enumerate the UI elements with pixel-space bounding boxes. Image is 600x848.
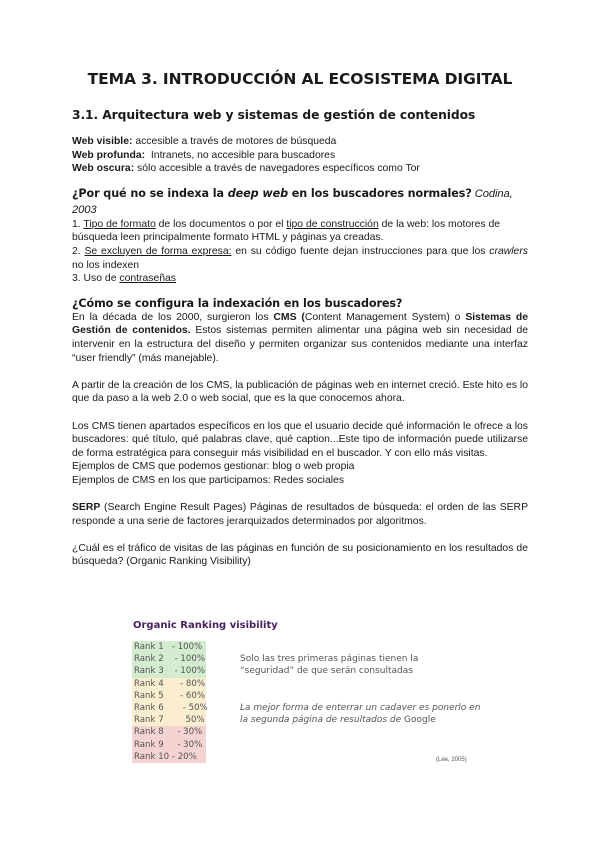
list-item: 3. Uso de contraseñas [72,273,176,285]
paragraph-serp: SERP (Search Engine Result Pages) Páginas de resultados de búsqueda: el orden de las SERP responde a una serie de factores jerarquizados determinados por algoritmos. [72,502,528,527]
paragraph-cms-examples-2: Ejemplos de CMS en los que participamos: Redes sociales [72,474,345,486]
rank-row: Rank 4 - 80% [134,678,205,689]
q1-list [72,218,528,286]
web-oscura-line: Web oscura: sólo accesible a través de navegadores específicos como Tor [72,163,420,175]
figure-note-top-pages: Solo las tres primeras páginas tienen la “seguridad” de que serán consultadas [240,654,419,677]
paragraph-cms-fields: Los CMS tienen apartados específicos en los que el usuario decide qué información le ofrece a los buscadores: qué título, qué palabras clave, qué caption...Este tipo de información puede utilizarse de forma estratégica para conseguir más visibilidad en el buscador. Y con ello más visitas. [72,420,528,459]
list-item: 2. Se excluyen de forma expresa: en su código fuente dejan instrucciones para que los crawlers no los indexen [72,245,528,271]
figure-title: Organic Ranking visibility [133,620,278,631]
paragraph-cms: En la década de los 2000, surgieron los CMS (Content Management System) o Sistemas de Gestión de contenidos. Estos sistemas permiten alimentar una página web sin necesidad de intervenir en la estructura del diseño y permiten organizar sus contenidos mediante una interfaz “user friendly” (más manejable). [72,311,528,364]
rank-row: Rank 10 - 20% [132,751,206,763]
rank-row: Rank 9 - 30% [132,739,206,751]
rank-row: Rank 3 - 100% [134,666,205,677]
document-page [72,70,528,569]
paragraph-web20: A partir de la creación de los CMS, la publicación de páginas web en internet creció. Este hito es lo que da paso a la web 2.0 o web social, que es la que conocemos ahora. [72,379,528,405]
figure-source: (Lee, 2005) [436,757,467,763]
organic-ranking-figure [130,617,480,772]
page-title: TEMA 3. INTRODUCCIÓN AL ECOSISTEMA DIGITAL [87,70,513,88]
section-heading: 3.1. Arquitectura web y sistemas de gestión de contenidos [72,108,476,122]
rank-row: Rank 8 - 30% [132,726,206,738]
rank-row: Rank 2 - 100% [134,654,205,665]
web-visible-line: Web visible: accesible a través de motores de búsqueda [72,136,337,147]
figure-note-second-page: La mejor forma de enterrar un cadaver es ponerlo en la segunda página de resultados de Google [240,703,481,726]
rank-row: Rank 7 50% [134,715,205,726]
rank-row: Rank 6 - 50% [134,702,208,713]
q2-heading: ¿Cómo se configura la indexación en los buscadores? [72,296,403,310]
rank-row: Rank 5 - 60% [134,690,205,701]
web-profunda-line: Web profunda: Intranets, no accesible para buscadores [72,149,336,161]
list-item: 1. Tipo de formato de los documentos o por el tipo de construcción de la web: los motores de búsqueda leen principalmente formato HTML y páginas ya creadas. [72,218,501,244]
q1-heading: ¿Por qué no se indexa la deep web en los buscadores normales? Codina, 2003 [72,186,513,216]
paragraph-question: ¿Cuál es el tráfico de visitas de las páginas en función de su posicionamiento en los resultados de búsqueda? (Organic Ranking Visibility) [72,542,528,568]
paragraph-cms-examples-1: Ejemplos de CMS que podemos gestionar: blog o web propia [72,461,355,473]
rank-list [132,641,206,763]
web-types [72,135,528,176]
rank-row: Rank 1 - 100% [132,641,206,653]
